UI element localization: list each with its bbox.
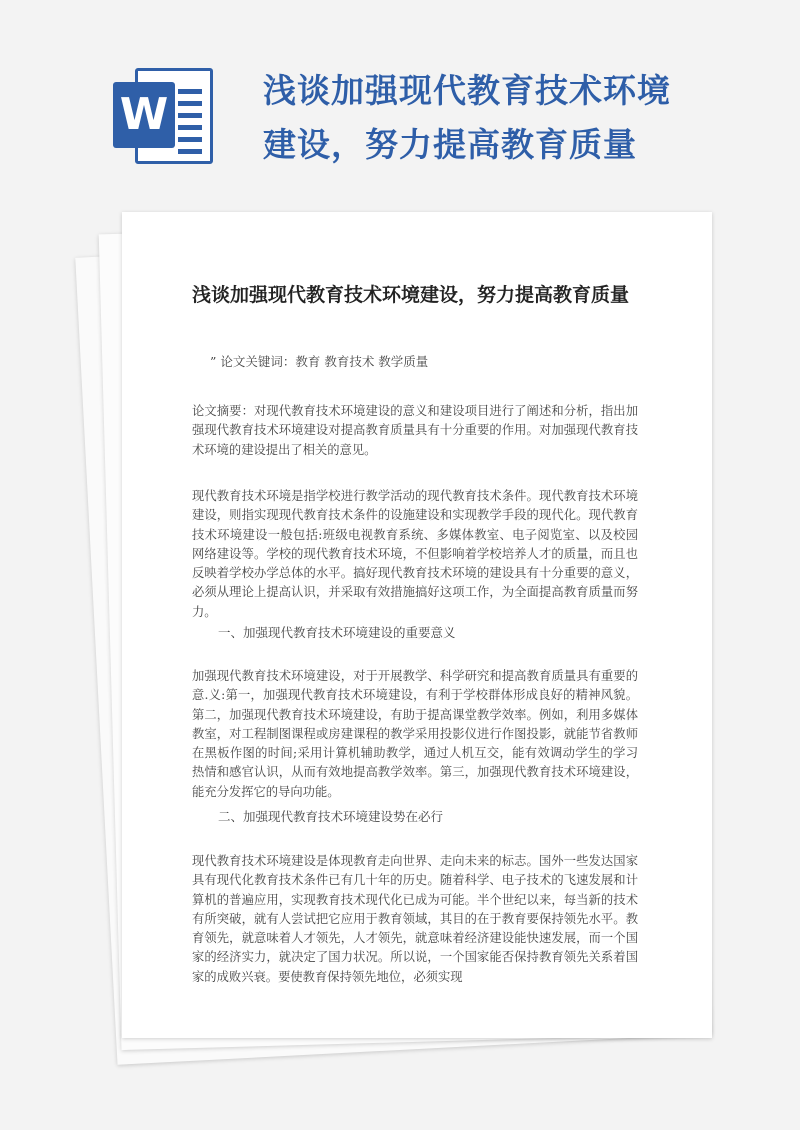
header-title: 浅谈加强现代教育技术环境建设，努力提高教育质量 (263, 71, 671, 164)
word-document-icon (113, 68, 213, 164)
document-paragraph: 加强现代教育技术环境建设，对于开展教学、科学研究和提高教育质量具有重要的意.义:第一，加强现代教育技术环境建设，有利于学校群体形成良好的精神风貌。第二，加强现代教育技术环境建设，有助于提高课堂教学效率。例如，利用多媒体教室，对工程制图课程或房建课程的教学采用投影仪进行作图投影，就能节省教师在黑板作图的时间;采用计算机辅助教学，通过人机互交，能有效调动学生的学习热情和感官认识，从而有效地提高教学效率。第三，加强现代教育技术环境建设，能充分发挥它的导向功能。 (192, 669, 638, 799)
document-paragraph: 现代教育技术环境建设是体现教育走向世界、走向未来的标志。国外一些发达国家具有现代化教育技术条件已有几十年的历史。随着科学、电子技术的飞速发展和计算机的普遍应用，实现教育技术现代化已成为可能。半个世纪以来，每当新的技术有所突破，就有人尝试把它应用于教育领域，其目的在于教育要保持领先水平。教育领先，就意味着人才领先，人才领先，就意味着经济建设能快速发展，而一个国家的经济实力，就决定了国力状况。所以说，一个国家能否保持教育领先关系着国家的成败兴衰。要使教育保持领先地位，必须实现 (192, 854, 638, 984)
section-heading: 一、加强现代教育技术环境建设的重要意义 (218, 625, 456, 640)
document-title: 浅谈加强现代教育技术环境建设，努力提高教育质量 (192, 284, 630, 306)
word-w-badge: W (113, 82, 175, 148)
document-page (122, 212, 712, 1038)
section-heading: 二、加强现代教育技术环境建设势在必行 (218, 809, 444, 824)
document-abstract: 论文摘要：对现代教育技术环境建设的意义和建设项目进行了阐述和分析，指出加强现代教育技术环境建设对提高教育质量具有十分重要的作用。对加强现代教育技术环境的建设提出了相关的意见。 (192, 404, 638, 457)
document-paragraph: 现代教育技术环境是指学校进行教学活动的现代教育技术条件。现代教育技术环境建设，则指实现现代教育技术条件的设施建设和实现教学手段的现代化。现代教育技术环境建设一般包括:班级电视教育系统、多媒体教室、电子阅览室、以及校园网络建设等。学校的现代教育技术环境，不但影响着学校培养人才的质量，而且也反映着学校办学总体的水平。搞好现代教育技术环境的建设具有十分重要的意义，必须从理论上提高认识，并采取有效措施搞好这项工作，为全面提高教育质量而努力。 (192, 489, 638, 619)
document-keywords: ” 论文关键词：教育 教育技术 教学质量 (210, 354, 429, 369)
